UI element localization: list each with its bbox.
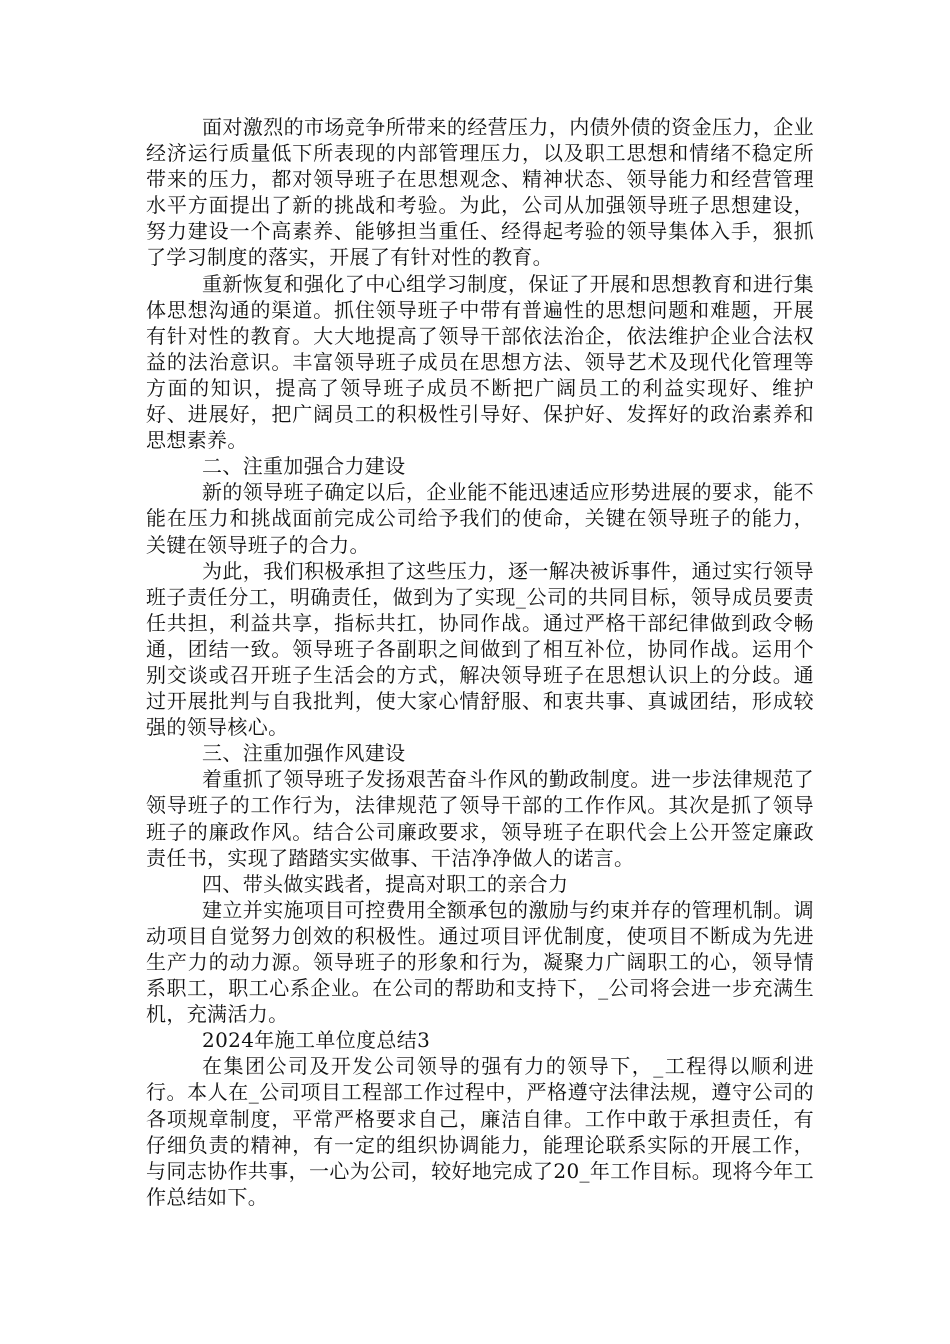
paragraph-incentive: 建立并实施项目可控费用全额承包的激励与约束并存的管理机制。调动项目自觉努力创效的积极性。通过项目评优制度，使项目不断成为先进生产力的动力源。领导班子的形象和行为，凝聚力广阔职工的心，领导情系职工，职工心系企业。在公司的帮助和支持下，_公司将会进一步充满生机，充满活力。 <box>146 897 814 1027</box>
section-heading-work-style: 三、注重加强作风建设 <box>202 741 406 766</box>
paragraph-responsibility: 为此，我们积极承担了这些压力，逐一解决被诉事件，通过实行领导班子责任分工，明确责任，做到为了实现_公司的共同目标，领导成员要责任共担，利益共享，指标共扛，协同作战。通过严格干部纪律做到政令畅通，团结一致。领导班子各副职之间做到了相互补位，协同作战。运用个别交谈或召开班子生活会的方式，解决领导班子在思想认识上的分歧。通过开展批判与自我批判，使大家心情舒服、和衷共事、真诚团结，形成较强的领导核心。 <box>146 558 814 740</box>
paragraph-project-summary: 在集团公司及开发公司领导的强有力的领导下，_工程得以顺利进行。本人在_公司项目工程部工作过程中，严格遵守法律法规，遵守公司的各项规章制度，平常严格要求自己，廉洁自律。工作中敢于承担责任，有仔细负责的精神，有一定的组织协调能力，能理论联系实际的开展工作，与同志协作共事，一心为公司，较好地完成了20_年工作目标。现将今年工作总结如下。 <box>146 1054 814 1209</box>
section-heading-summary-3: 2024年施工单位度总结3 <box>202 1028 431 1053</box>
document-body <box>146 114 814 1210</box>
paragraph-diligence: 着重抓了领导班子发扬艰苦奋斗作风的勤政制度。进一步法律规范了领导班子的工作行为，法律规范了领导干部的工作作风。其次是抓了领导班子的廉政作风。结合公司廉政要求，领导班子在职代会上公开签定廉政责任书，实现了踏踏实实做事、干洁净净做人的诺言。 <box>146 767 814 870</box>
section-heading-practice: 四、带头做实践者，提高对职工的亲合力 <box>202 871 569 896</box>
paragraph-pressure-intro: 面对激烈的市场竞争所带来的经营压力，内债外债的资金压力，企业经济运行质量低下所表现的内部管理压力，以及职工思想和情绪不稳定所带来的压力，都对领导班子在思想观念、精神状态、领导能力和经营管理水平方面提出了新的挑战和考验。为此，公司从加强领导班子思想建设，努力建设一个高素养、能够担当重任、经得起考验的领导集体入手，狠抓了学习制度的落实，开展了有针对性的教育。 <box>146 115 814 270</box>
paragraph-new-leadership: 新的领导班子确定以后，企业能不能迅速适应形势进展的要求，能不能在压力和挑战面前完成公司给予我们的使命，关键在领导班子的能力，关键在领导班子的合力。 <box>146 480 814 557</box>
section-heading-cohesion: 二、注重加强合力建设 <box>202 454 406 479</box>
paragraph-study-system: 重新恢复和强化了中心组学习制度，保证了开展和思想教育和进行集体思想沟通的渠道。抓住领导班子中带有普遍性的思想问题和难题，开展有针对性的教育。大大地提高了领导干部依法治企，依法维护企业合法权益的法治意识。丰富领导班子成员在思想方法、领导艺术及现代化管理等方面的知识，提高了领导班子成员不断把广阔员工的利益实现好、维护好、进展好，把广阔员工的积极性引导好、保护好、发挥好的政治素养和思想素养。 <box>146 271 814 453</box>
